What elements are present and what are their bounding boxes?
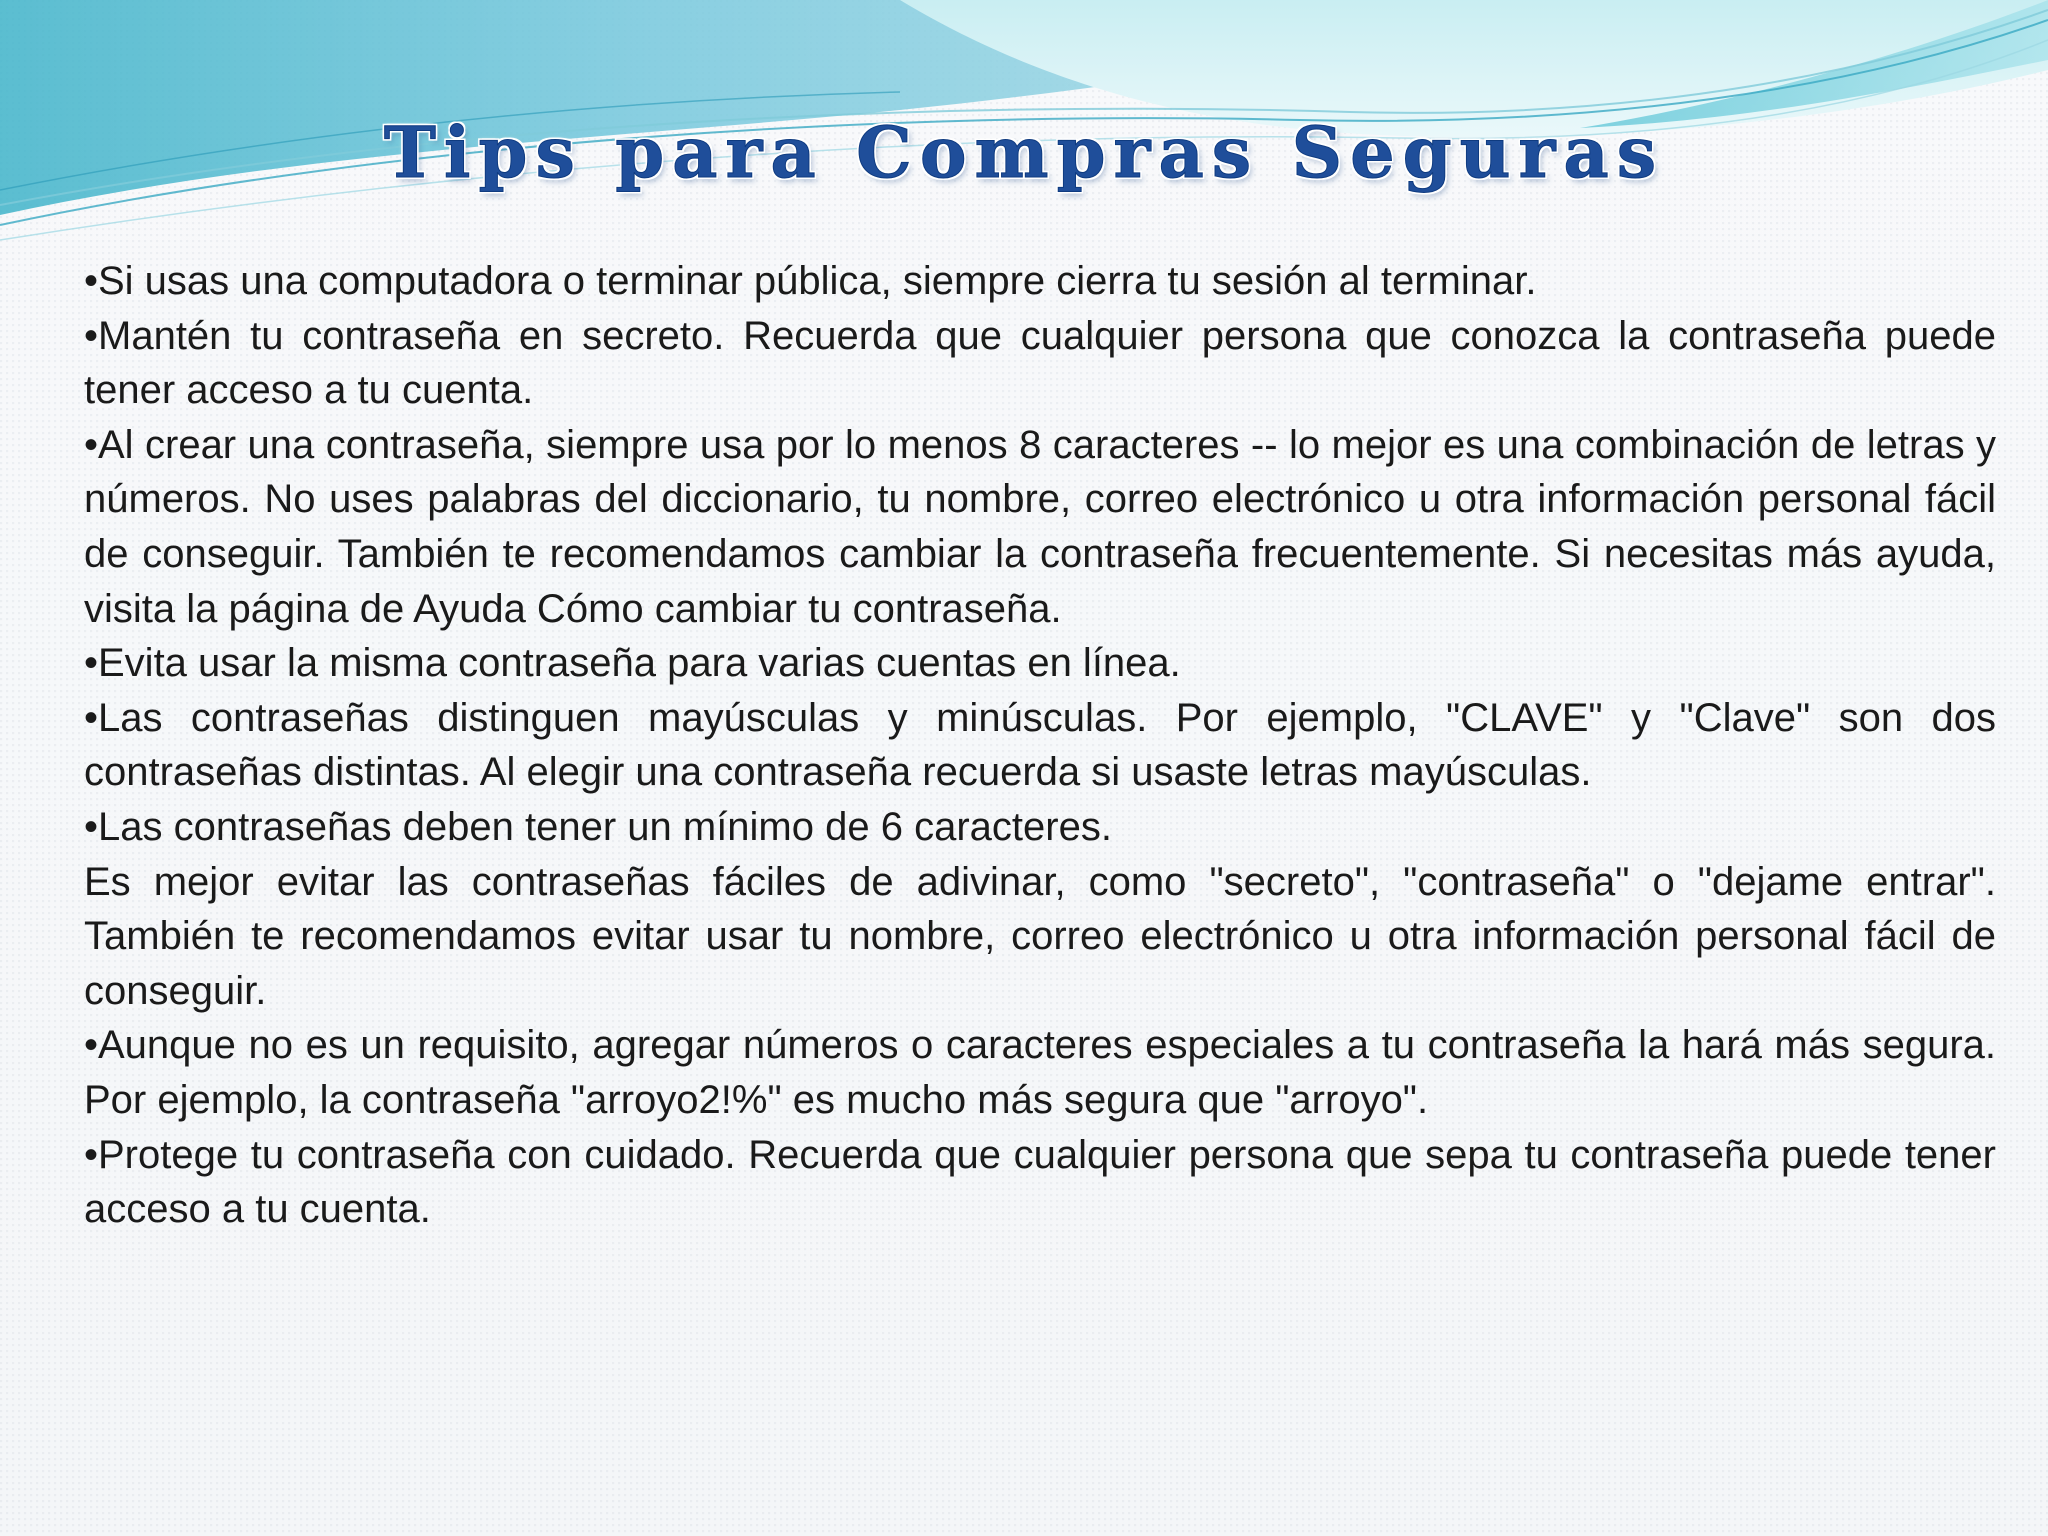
- tip-paragraph: •Protege tu contraseña con cuidado. Recuerda que cualquier persona que sepa tu contraseña puede tener acceso a tu cuenta.: [84, 1132, 1996, 1232]
- tips-list: [84, 254, 1996, 1237]
- tip-paragraph: •Las contraseñas deben tener un mínimo de 6 caracteres.: [84, 804, 1112, 849]
- tip-paragraph: •Si usas una computadora o terminar pública, siempre cierra tu sesión al terminar.: [84, 259, 1537, 303]
- tip-paragraph: •Las contraseñas distinguen mayúsculas y minúsculas. Por ejemplo, "CLAVE" y "Clave" son dos contraseñas distintas. Al elegir una contraseña recuerda si usaste letras mayúsculas.: [84, 695, 1996, 795]
- tip-paragraph: •Mantén tu contraseña en secreto. Recuerda que cualquier persona que conozca la contraseña puede tener acceso a tu cuenta.: [84, 313, 1996, 413]
- page-title: Tips para Compras Seguras: [383, 111, 1665, 194]
- tip-paragraph: •Evita usar la misma contraseña para varias cuentas en línea.: [84, 641, 1181, 686]
- tip-paragraph: Es mejor evitar las contraseñas fáciles de adivinar, como "secreto", "contraseña" o "dejame entrar". También te recomendamos evitar usar tu nombre, correo electrónico u otra información personal fácil de conseguir.: [84, 859, 1996, 1013]
- tip-paragraph: •Aunque no es un requisito, agregar números o caracteres especiales a tu contraseña la hará más segura. Por ejemplo, la contraseña "arroyo2!%" es mucho más segura que "arroyo".: [84, 1023, 1996, 1122]
- tip-paragraph: •Al crear una contraseña, siempre usa por lo menos 8 caracteres -- lo mejor es una combinación de letras y números. No uses palabras del diccionario, tu nombre, correo electrónico u otra información personal fácil de conseguir. También te recomendamos cambiar la contraseña frecuentemente. Si necesitas más ayuda, visita la página de Ayuda Cómo cambiar tu contraseña.: [84, 422, 1996, 631]
